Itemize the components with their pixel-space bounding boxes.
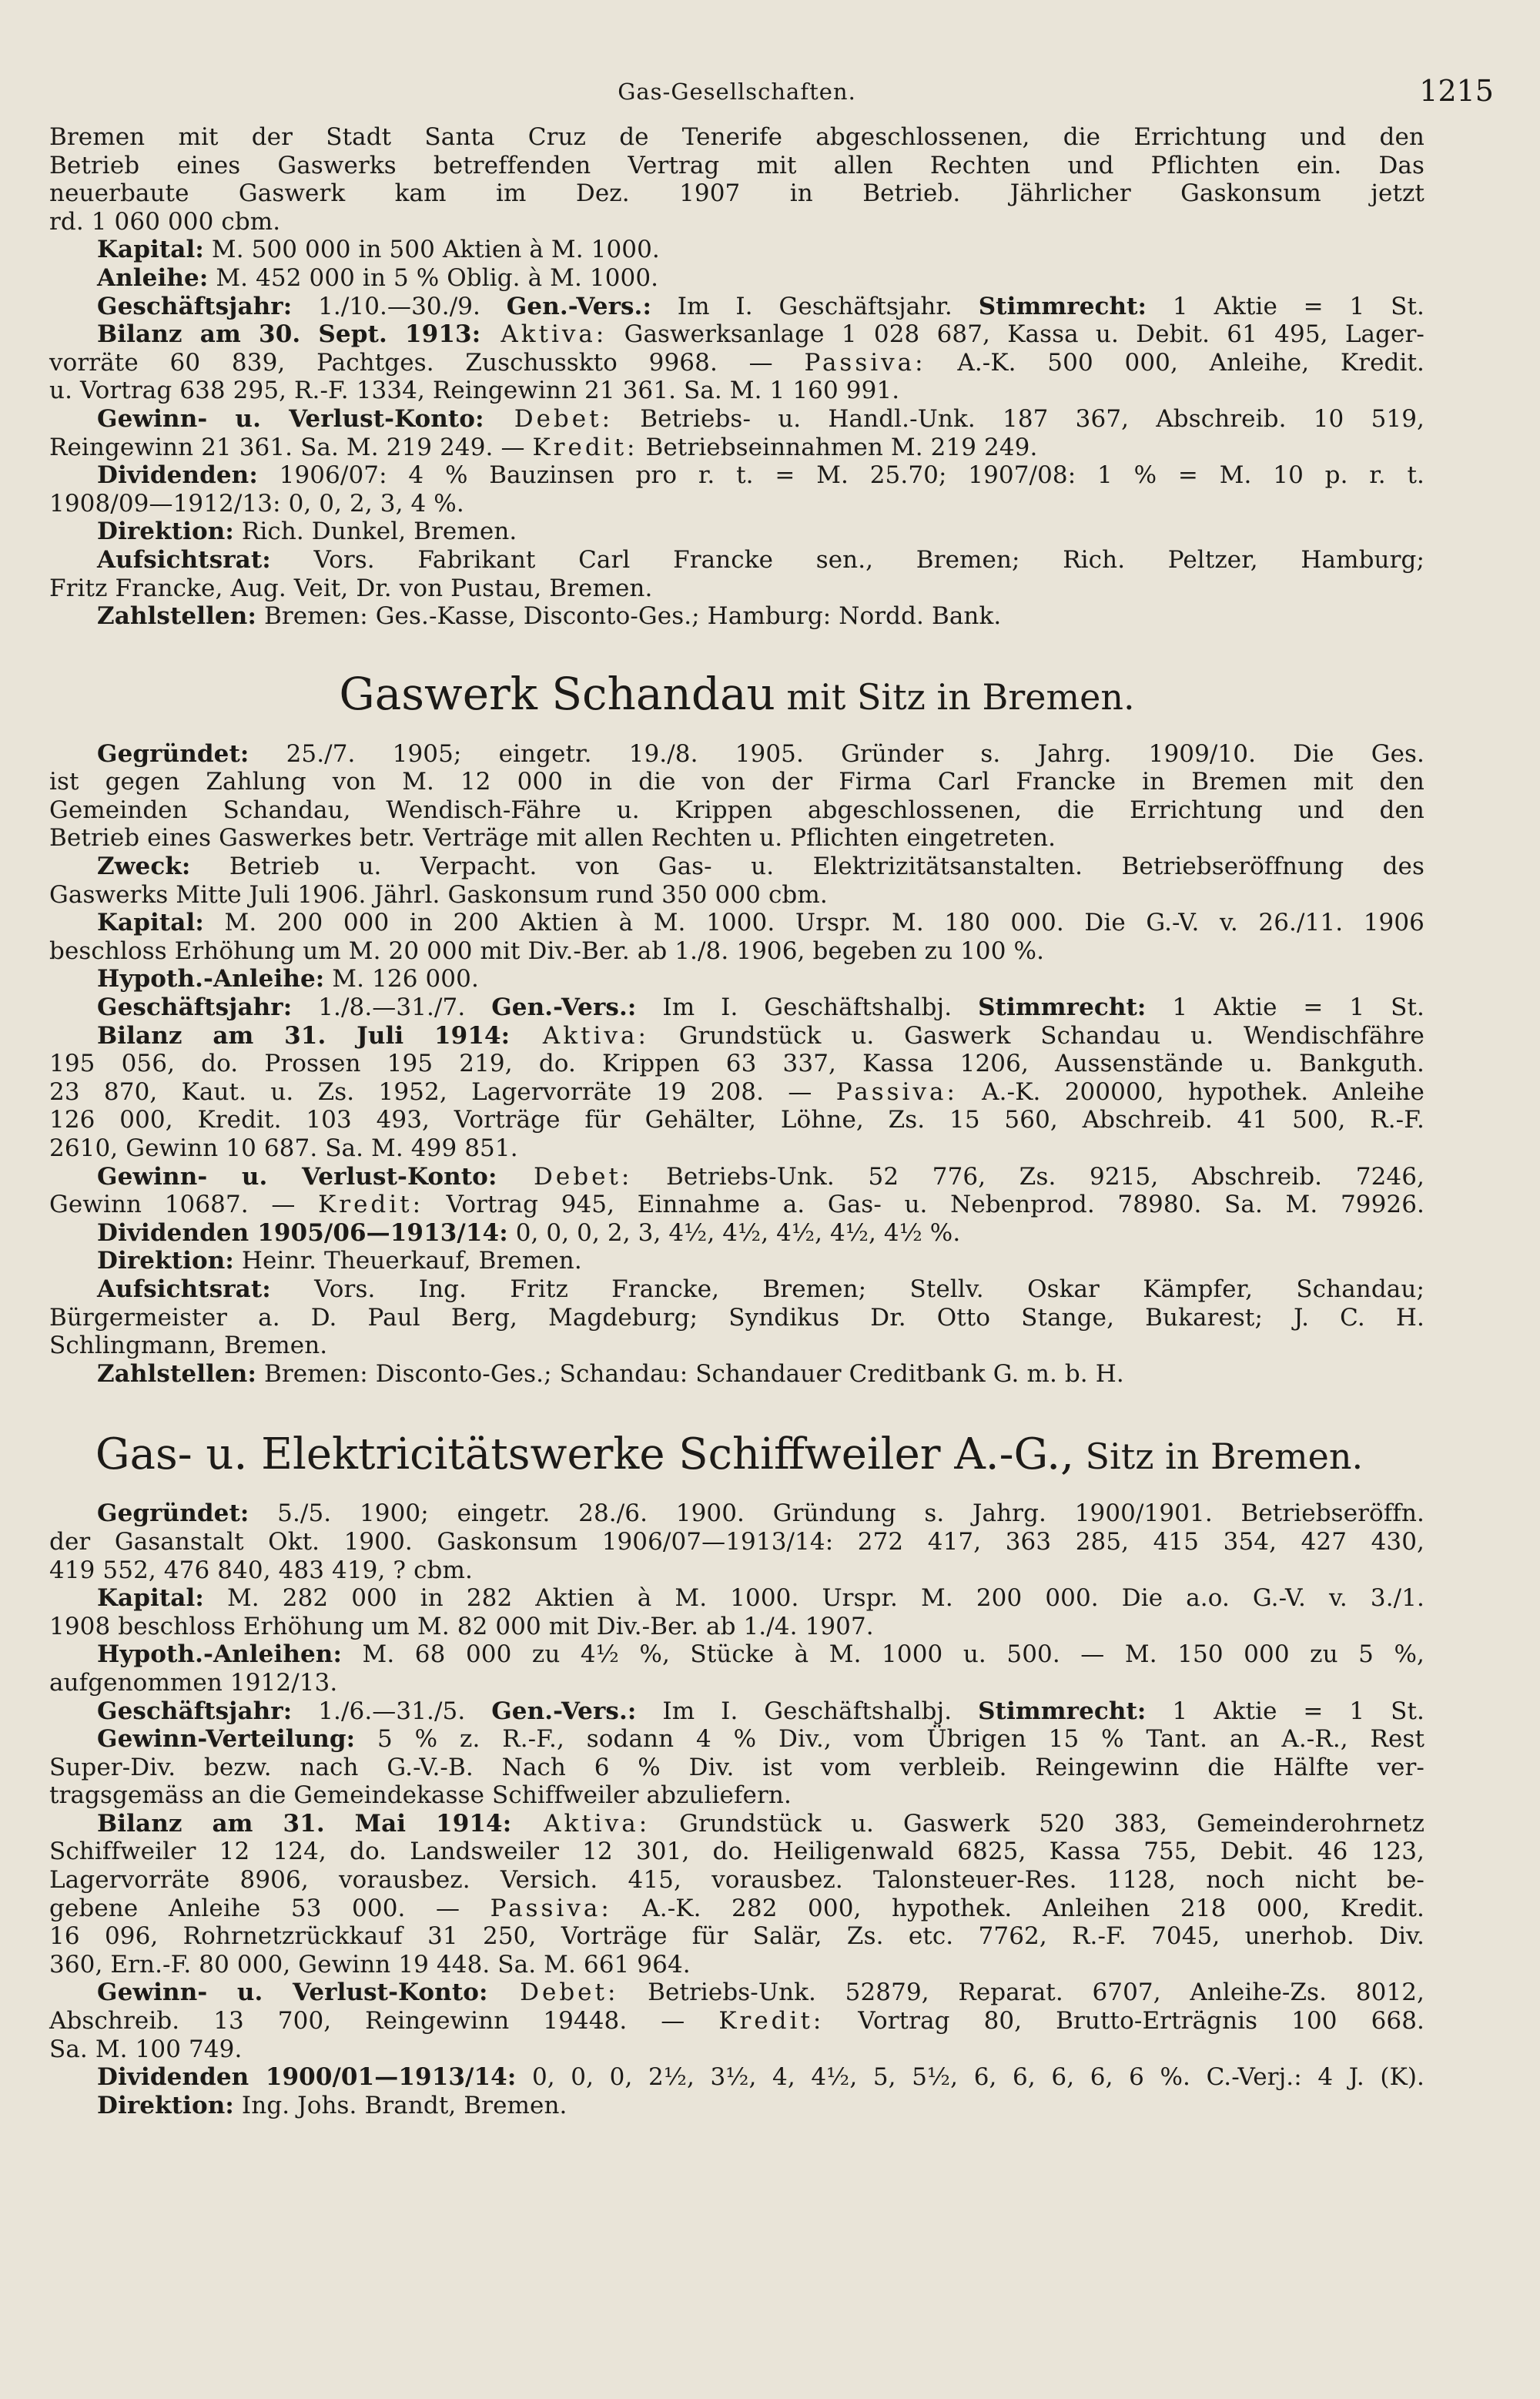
field-value: Betrieb u. Verpacht. von Gas- u. Elektrizitätsanstalten. Betriebseröffnung des (190, 853, 1424, 881)
text-line: Bremen mit der Stadt Santa Cruz de Tenerife abgeschlossenen, die Errichtung und den (49, 123, 1424, 151)
field-label: Stimmrecht: (978, 993, 1147, 1022)
field-label: Hypoth.-Anleihe: (97, 965, 325, 993)
text-line: 195 056, do. Prossen 195 219, do. Krippen 63 337, Kassa 1206, Aussenstände u. Bankguth. (49, 1050, 1424, 1078)
zweck-line (49, 853, 1424, 881)
text-line: Gemeinden Schandau, Wendisch-Fähre u. Krippen abgeschlossenen, die Errichtung und den (49, 796, 1424, 824)
field-value: Bremen: Disconto-Ges.; Schandau: Schandauer Creditbank G. m. b. H. (256, 1359, 1124, 1388)
text-line: 16 096, Rohrnetzrückkauf 31 250, Vorträge für Salär, Zs. etc. 7762, R.-F. 7045, unerhob. Div. (49, 1922, 1424, 1951)
field-value: Heinr. Theuerkauf, Bremen. (233, 1247, 582, 1275)
passiva-label: Passiva: (835, 1077, 958, 1106)
gegruendet-line (49, 740, 1424, 769)
text-line: u. Vortrag 638 295, R.-F. 1334, Reingewinn 21 361. Sa. M. 1 160 991. (49, 377, 900, 405)
text-line: tragsgemäss an die Gemeindekasse Schiffweiler abzuliefern. (49, 1781, 792, 1810)
field-label: Aufsichtsrat: (97, 1275, 271, 1303)
kapital-line (49, 1584, 1424, 1613)
text-line: Schiffweiler 12 124, do. Landsweiler 12 301, do. Heiligenwald 6825, Kassa 755, Debit. 46 123, (49, 1838, 1424, 1866)
field-value: 1906/07: 4 % Bauzinsen pro r. t. = M. 25.70; 1907/08: 1 % = M. 10 p. r. t. (257, 461, 1424, 490)
running-title: Gas-Gesellschaften. (618, 79, 856, 105)
field-label: Gegründet: (97, 739, 249, 768)
text-line: 1908 beschloss Erhöhung um M. 82 000 mit Div.-Ber. ab 1./4. 1907. (49, 1612, 874, 1640)
field-value: 1./6.—31./5. (292, 1697, 492, 1725)
field-label: Dividenden: (97, 461, 258, 490)
debet-label: Debet: (497, 1162, 633, 1191)
heading-seat: mit Sitz in Bremen. (775, 675, 1135, 718)
field-value: 1 Aktie = 1 St. (1146, 1697, 1425, 1725)
entry-schiffweiler (49, 1499, 1424, 2119)
field-label: Stimmrecht: (978, 292, 1147, 320)
running-head (49, 69, 1494, 123)
field-value: M. 452 000 in 5 % Oblig. à M. 1000. (208, 263, 659, 292)
geschaeftsjahr-line (49, 293, 1424, 321)
field-label: Geschäftsjahr: (97, 1697, 293, 1725)
page-number: 1215 (1419, 74, 1494, 108)
field-label: Kapital: (97, 1584, 204, 1613)
field-value: Betriebseinnahmen M. 219 249. (638, 433, 1038, 461)
passiva-label: Passiva: (804, 348, 926, 377)
field-value: Vortrag 945, Einnahme a. Gas- u. Nebenprod. 78980. Sa. M. 79926. (424, 1191, 1425, 1219)
field-label: Direktion: (97, 1247, 234, 1275)
field-value: 1./8.—31./7. (292, 993, 492, 1022)
guv-line (49, 405, 1424, 434)
kredit-label: Kredit: (718, 2007, 825, 2035)
field-value: Betriebs-Unk. 52 776, Zs. 9215, Abschreib. 7246, (632, 1162, 1425, 1191)
field-value: 25./7. 1905; eingetr. 19./8. 1905. Gründer s. Jahrg. 1909/10. Die Ges. (249, 739, 1424, 768)
entry-gaswerk-schandau (49, 740, 1424, 1389)
text-line (49, 349, 1424, 377)
field-value: Ing. Johs. Brandt, Bremen. (233, 2091, 567, 2119)
field-label: Direktion: (97, 518, 234, 546)
passiva-label: Passiva: (490, 1894, 612, 1922)
field-value: 23 870, Kaut. u. Zs. 1952, Lagervorräte 19 208. — (49, 1077, 836, 1106)
field-value: 0, 0, 0, 2½, 3½, 4, 4½, 5, 5½, 6, 6, 6, 6, 6 %. C.-Verj.: 4 J. (K). (516, 2063, 1424, 2092)
text-line: Betrieb eines Gaswerkes betr. Verträge mit allen Rechten u. Pflichten eingetreten. (49, 824, 1056, 853)
field-label: Gegründet: (97, 1499, 249, 1528)
field-label: Geschäftsjahr: (97, 993, 293, 1022)
field-label: Dividenden 1900/01—1913/14: (97, 2063, 517, 2092)
field-value: vorräte 60 839, Pachtges. Zuschusskto 9968. — (49, 348, 805, 377)
dividenden-line (49, 461, 1424, 490)
text-line: 1908/09—1912/13: 0, 0, 2, 3, 4 %. (49, 489, 464, 518)
section-heading-gaswerk-schandau (49, 668, 1424, 720)
text-line: Betrieb eines Gaswerks betreffenden Vertrag mit allen Rechten und Pflichten ein. Das (49, 151, 1424, 179)
heading-seat: Sitz in Bremen. (1073, 1436, 1364, 1478)
gegruendet-line (49, 1499, 1424, 1528)
zahlstellen-line (49, 1360, 1424, 1389)
dividenden-line (49, 1219, 1424, 1248)
field-value: 5 % z. R.-F., sodann 4 % Div., vom Übrigen 15 % Tant. an A.-R., Rest (355, 1725, 1424, 1754)
text-line (49, 2007, 1424, 2035)
kredit-label: Kredit: (318, 1191, 424, 1219)
field-value: Im I. Geschäftsjahr. (651, 292, 979, 320)
text-line: 360, Ern.-F. 80 000, Gewinn 19 448. Sa. M. 661 964. (49, 1950, 691, 1979)
text-line: ist gegen Zahlung von M. 12 000 in die von der Firma Carl Francke in Bremen mit den (49, 768, 1424, 796)
field-label: Gen.-Vers.: (491, 993, 637, 1022)
text-line: der Gasanstalt Okt. 1900. Gaskonsum 1906/07—1913/14: 272 417, 363 285, 415 354, 427 430, (49, 1527, 1424, 1556)
aktiva-label: Aktiva: (510, 1021, 649, 1050)
field-value: M. 282 000 in 282 Aktien à M. 1000. Urspr. M. 200 000. Die a.o. G.-V. v. 3./1. (203, 1584, 1424, 1613)
field-value: Grundstück u. Gaswerk Schandau u. Wendischfähre (648, 1021, 1424, 1050)
anleihe-line (49, 264, 1424, 293)
geschaeftsjahr-line (49, 993, 1424, 1022)
field-value: A.-K. 200000, hypothek. Anleihe (957, 1077, 1424, 1106)
dividenden-line (49, 2063, 1424, 2092)
text-line: Schlingmann, Bremen. (49, 1332, 328, 1360)
field-value: 0, 0, 0, 2, 3, 4½, 4½, 4½, 4½, 4½ %. (507, 1218, 961, 1247)
direktion-line (49, 2092, 1424, 2120)
field-value: 5./5. 1900; eingetr. 28./6. 1900. Gründung s. Jahrg. 1900/1901. Betriebseröffn. (249, 1499, 1424, 1528)
text-line: rd. 1 060 000 cbm. (49, 207, 281, 236)
aktiva-label: Aktiva: (480, 320, 608, 349)
field-label: Bilanz am 30. Sept. 1913: (97, 320, 481, 349)
field-label: Bilanz am 31. Juli 1914: (97, 1021, 511, 1050)
field-value: Im I. Geschäftshalbj. (636, 1697, 979, 1725)
gewinn-verteilung-line (49, 1725, 1424, 1754)
section-heading-schiffweiler (49, 1429, 1424, 1479)
field-value: Betriebs- u. Handl.-Unk. 187 367, Abschreib. 10 519, (613, 404, 1424, 433)
field-label: Zahlstellen: (97, 602, 256, 631)
kapital-line (49, 909, 1424, 937)
heading-company: Gaswerk Schandau (339, 667, 775, 720)
text-line: 126 000, Kredit. 103 493, Vorträge für Gehälter, Löhne, Zs. 15 560, Abschreib. 41 500, R.-F. (49, 1106, 1424, 1134)
entry-continued (49, 123, 1424, 631)
bilanz-line (49, 320, 1424, 349)
field-label: Stimmrecht: (978, 1697, 1147, 1725)
debet-label: Debet: (487, 1979, 619, 2007)
text-line: 419 552, 476 840, 483 419, ? cbm. (49, 1556, 473, 1584)
field-label: Gewinn-Verteilung: (97, 1725, 356, 1754)
field-label: Kapital: (97, 236, 204, 264)
text-line: Fritz Francke, Aug. Veit, Dr. von Pustau, Bremen. (49, 574, 653, 602)
aktiva-label: Aktiva: (511, 1809, 651, 1838)
field-value: gebene Anleihe 53 000. — (49, 1894, 490, 1922)
bilanz-line (49, 1022, 1424, 1050)
geschaeftsjahr-line (49, 1697, 1424, 1726)
field-value: Vors. Fabrikant Carl Francke sen., Bremen; Rich. Peltzer, Hamburg; (270, 545, 1424, 574)
text-line: beschloss Erhöhung um M. 20 000 mit Div.-Ber. ab 1./8. 1906, begeben zu 100 %. (49, 936, 1045, 965)
zahlstellen-line (49, 602, 1424, 631)
guv-line (49, 1979, 1424, 2007)
hypothek-line (49, 1640, 1424, 1669)
field-label: Kapital: (97, 909, 204, 937)
field-label: Geschäftsjahr: (97, 292, 293, 320)
field-value: 1 Aktie = 1 St. (1146, 993, 1425, 1022)
field-label: Aufsichtsrat: (97, 545, 271, 574)
hypothek-line (49, 965, 1424, 993)
text-line: Sa. M. 100 749. (49, 2035, 243, 2063)
field-label: Gewinn- u. Verlust-Konto: (97, 1162, 497, 1191)
field-label: Gen.-Vers.: (506, 292, 651, 320)
field-value: A.-K. 282 000, hypothek. Anleihen 218 000, Kredit. (611, 1894, 1424, 1922)
text-line: Bürgermeister a. D. Paul Berg, Magdeburg; Syndikus Dr. Otto Stange, Bukarest; J. C. H. (49, 1303, 1424, 1332)
field-value: Gaswerksanlage 1 028 687, Kassa u. Debit. 61 495, Lager- (607, 320, 1424, 349)
text-line (49, 434, 1424, 462)
field-value: M. 126 000. (324, 965, 479, 993)
text-line: Super-Div. bezw. nach G.-V.-B. Nach 6 % Div. ist vom verbleib. Reingewinn die Hälfte ver- (49, 1753, 1424, 1781)
field-value: A.-K. 500 000, Anleihe, Kredit. (926, 348, 1424, 377)
field-label: Gen.-Vers.: (491, 1697, 637, 1725)
field-value: M. 68 000 zu 4½ %, Stücke à M. 1000 u. 500. — M. 150 000 zu 5 %, (341, 1640, 1424, 1669)
field-value: 1./10.—30./9. (292, 292, 507, 320)
field-label: Dividenden 1905/06—1913/14: (97, 1218, 508, 1247)
text-line (49, 1078, 1424, 1107)
field-value: Vortrag 80, Brutto-Erträgnis 100 668. (824, 2007, 1424, 2035)
aufsichtsrat-line (49, 546, 1424, 575)
field-value: Vors. Ing. Fritz Francke, Bremen; Stellv. Oskar Kämpfer, Schandau; (270, 1275, 1424, 1303)
text-line: neuerbaute Gaswerk kam im Dez. 1907 in Betrieb. Jährlicher Gaskonsum jetzt (49, 179, 1424, 208)
field-value: Grundstück u. Gaswerk 520 383, Gemeinderohrnetz (650, 1809, 1424, 1838)
text-line: Lagervorräte 8906, vorausbez. Versich. 415, vorausbez. Talonsteuer-Res. 1128, noch nicht be- (49, 1866, 1424, 1895)
field-value: 1 Aktie = 1 St. (1147, 292, 1424, 320)
field-label: Zweck: (97, 853, 191, 881)
text-line (49, 1895, 1424, 1923)
text-line: aufgenommen 1912/13. (49, 1668, 338, 1697)
debet-label: Debet: (484, 404, 614, 433)
kapital-line (49, 236, 1424, 264)
field-label: Gewinn- u. Verlust-Konto: (97, 1979, 488, 2007)
field-label: Gewinn- u. Verlust-Konto: (97, 404, 484, 433)
text-line: Gaswerks Mitte Juli 1906. Jährl. Gaskonsum rund 350 000 cbm. (49, 880, 828, 909)
text-line: 2610, Gewinn 10 687. Sa. M. 499 851. (49, 1134, 518, 1162)
aufsichtsrat-line (49, 1275, 1424, 1304)
direktion-line (49, 1247, 1424, 1275)
field-value: Bremen: Ges.-Kasse, Disconto-Ges.; Hamburg: Nordd. Bank. (256, 602, 1002, 631)
field-value: Reingewinn 21 361. Sa. M. 219 249. — (49, 433, 533, 461)
field-label: Direktion: (97, 2091, 234, 2119)
field-label: Anleihe: (97, 263, 209, 292)
field-value: Im I. Geschäftshalbj. (636, 993, 979, 1022)
field-value: M. 200 000 in 200 Aktien à M. 1000. Urspr. M. 180 000. Die G.-V. v. 26./11. 1906 (203, 909, 1424, 937)
field-value: M. 500 000 in 500 Aktien à M. 1000. (203, 236, 660, 264)
field-label: Hypoth.-Anleihen: (97, 1640, 342, 1669)
kredit-label: Kredit: (532, 433, 638, 461)
bilanz-line (49, 1810, 1424, 1838)
field-value: Abschreib. 13 700, Reingewinn 19448. — (49, 2007, 719, 2035)
guv-line (49, 1163, 1424, 1191)
field-value: Rich. Dunkel, Bremen. (233, 518, 517, 546)
heading-company: Gas- u. Elektricitätswerke Schiffweiler A.-G., (95, 1429, 1074, 1480)
field-value: Betriebs-Unk. 52879, Reparat. 6707, Anleihe-Zs. 8012, (618, 1979, 1424, 2007)
field-label: Bilanz am 31. Mai 1914: (97, 1809, 512, 1838)
field-label: Zahlstellen: (97, 1359, 256, 1388)
field-value: Gewinn 10687. — (49, 1191, 319, 1219)
text-line (49, 1191, 1424, 1219)
direktion-line (49, 518, 1424, 546)
